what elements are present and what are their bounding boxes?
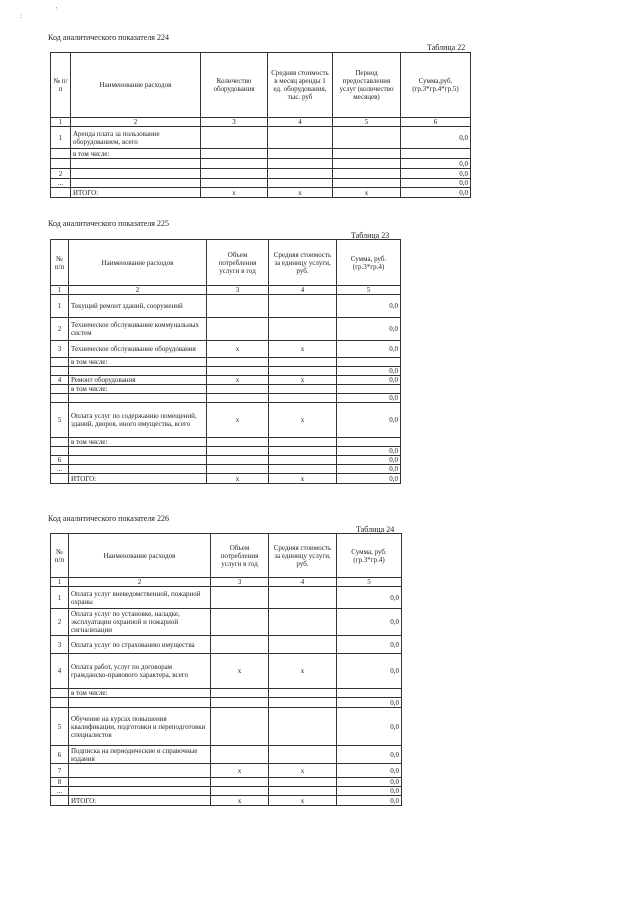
cell-c3 — [207, 447, 269, 456]
cell-c4 — [268, 179, 333, 188]
column-number: 1 — [51, 118, 71, 127]
table-row — [51, 609, 402, 636]
row-number: 6 — [51, 746, 69, 764]
cell-c4: x — [269, 341, 337, 358]
expense-name: Текущий ремонт зданий, сооружений — [69, 295, 207, 318]
cell-c3 — [207, 295, 269, 318]
row-number: 1 — [51, 587, 69, 609]
row-number: 1 — [51, 127, 71, 149]
cell-c4 — [269, 358, 337, 367]
cell-c3 — [211, 636, 269, 654]
sum-value: 0,0 — [401, 159, 471, 169]
column-number: 4 — [269, 578, 337, 587]
cell-c3 — [201, 179, 268, 188]
cell-c3 — [211, 698, 269, 708]
table-row — [51, 318, 401, 341]
table-row — [51, 127, 471, 149]
row-number: ... — [51, 179, 71, 188]
sum-value: 0,0 — [401, 127, 471, 149]
expense-name: Оплата услуг вневедомственной, пожарной охраны — [69, 587, 211, 609]
cell-c4 — [269, 689, 337, 698]
expense-name: Техническое обслуживание оборудования — [69, 341, 207, 358]
page-mark-top: ' — [56, 6, 58, 14]
table-24 — [50, 533, 402, 806]
expense-name: Подписка на периодические и справочные издания — [69, 746, 211, 764]
expense-name: в том числе: — [71, 149, 201, 159]
col-header-num: № п/п — [51, 534, 69, 578]
sum-value: 0,0 — [337, 318, 401, 341]
cell-c3: x — [207, 376, 269, 385]
column-number: 5 — [337, 578, 402, 587]
expense-name — [69, 764, 211, 778]
column-number-row — [51, 578, 402, 587]
table-row — [51, 796, 402, 806]
cell-c4 — [269, 394, 337, 403]
expense-name: ИТОГО: — [69, 796, 211, 806]
table-row — [51, 746, 402, 764]
row-number: 1 — [51, 295, 69, 318]
table-row — [51, 698, 402, 708]
cell-c3 — [207, 394, 269, 403]
column-number: 3 — [211, 578, 269, 587]
sum-value: 0,0 — [337, 367, 401, 376]
table-row — [51, 367, 401, 376]
sum-value: 0,0 — [337, 609, 402, 636]
row-number — [51, 367, 69, 376]
cell-c4 — [269, 609, 337, 636]
sum-value — [401, 149, 471, 159]
expense-name: Аренда плата за пользование оборудованием, всего — [71, 127, 201, 149]
row-number — [51, 188, 71, 198]
sum-value: 0,0 — [337, 778, 402, 787]
cell-c3: x — [211, 764, 269, 778]
row-number: 2 — [51, 609, 69, 636]
cell-c4 — [269, 318, 337, 341]
expense-name: в том числе: — [69, 358, 207, 367]
table-row — [51, 159, 471, 169]
sum-value: 0,0 — [337, 447, 401, 456]
cell-c4 — [269, 587, 337, 609]
cell-c4 — [269, 295, 337, 318]
table-row — [51, 689, 402, 698]
cell-c3: x — [201, 188, 268, 198]
sum-value: 0,0 — [337, 376, 401, 385]
column-number-row — [51, 118, 471, 127]
sum-value: 0,0 — [337, 708, 402, 746]
row-number: 2 — [51, 169, 71, 179]
cell-c4: x — [269, 796, 337, 806]
col-header-volume: Объем потребления услуги в год — [207, 240, 269, 286]
cell-c3 — [207, 367, 269, 376]
cell-c3 — [211, 708, 269, 746]
table-22-label: Таблица 22 — [427, 43, 466, 52]
row-number — [51, 796, 69, 806]
col-header-unit-cost: Средняя стоимость за единицу услуги, руб. — [269, 534, 337, 578]
expense-name — [69, 447, 207, 456]
row-number: ... — [51, 465, 69, 474]
cell-c4 — [269, 698, 337, 708]
table-row — [51, 358, 401, 367]
row-number — [51, 149, 71, 159]
table-row — [51, 403, 401, 438]
column-number: 4 — [269, 286, 337, 295]
cell-c3 — [207, 465, 269, 474]
table-row — [51, 376, 401, 385]
cell-c4 — [268, 159, 333, 169]
row-number: 6 — [51, 456, 69, 465]
table-row — [51, 179, 471, 188]
table-row — [51, 295, 401, 318]
sum-value — [337, 438, 401, 447]
col-header-volume: Объем потребления услуги в год — [211, 534, 269, 578]
column-number: 4 — [268, 118, 333, 127]
column-number: 1 — [51, 286, 69, 295]
cell-c4 — [268, 149, 333, 159]
cell-c4: x — [269, 403, 337, 438]
sum-value: 0,0 — [337, 295, 401, 318]
table-row — [51, 654, 402, 689]
row-number: 4 — [51, 654, 69, 689]
expense-name: в том числе: — [69, 385, 207, 394]
expense-name: в том числе: — [69, 438, 207, 447]
sum-value — [337, 358, 401, 367]
table-row — [51, 385, 401, 394]
row-number: 8 — [51, 778, 69, 787]
column-number: 2 — [69, 578, 211, 587]
sum-value — [337, 689, 402, 698]
cell-c4: x — [269, 764, 337, 778]
expense-name: Техническое обслуживание коммунальных систем — [69, 318, 207, 341]
sum-value — [337, 385, 401, 394]
expense-name — [69, 456, 207, 465]
col-header-qty: Количество оборудования — [201, 53, 268, 118]
expense-name: ИТОГО: — [71, 188, 201, 198]
cell-c3 — [211, 787, 269, 796]
column-number: 5 — [333, 118, 401, 127]
expense-name — [71, 159, 201, 169]
row-number — [51, 689, 69, 698]
cell-c5 — [333, 159, 401, 169]
cell-c4 — [269, 385, 337, 394]
expense-name: Ремонт оборудования — [69, 376, 207, 385]
table-23-label: Таблица 23 — [351, 231, 390, 240]
cell-c3 — [201, 127, 268, 149]
table-row — [51, 169, 471, 179]
cell-c5: x — [333, 188, 401, 198]
row-number — [51, 698, 69, 708]
column-number: 2 — [71, 118, 201, 127]
table-24-label: Таблица 24 — [356, 525, 395, 534]
expense-name: Обучение на курсах повышения квалификации, подготовки и переподготовки специалистов — [69, 708, 211, 746]
expense-name — [69, 394, 207, 403]
col-header-period: Период предоставления услуг (количество месяцев) — [333, 53, 401, 118]
cell-c3 — [207, 358, 269, 367]
table-row — [51, 447, 401, 456]
row-number: 2 — [51, 318, 69, 341]
cell-c3 — [201, 159, 268, 169]
row-number: 3 — [51, 636, 69, 654]
cell-c4 — [269, 367, 337, 376]
cell-c3 — [207, 318, 269, 341]
column-number: 3 — [207, 286, 269, 295]
cell-c3: x — [207, 403, 269, 438]
section-224-title: Код аналитического показателя 224 — [48, 33, 169, 42]
expense-name — [69, 367, 207, 376]
cell-c5 — [333, 169, 401, 179]
cell-c4 — [269, 465, 337, 474]
table-row — [51, 341, 401, 358]
table-row — [51, 587, 402, 609]
expense-name — [71, 179, 201, 188]
section-225-title: Код аналитического показателя 225 — [48, 219, 169, 228]
table-row — [51, 438, 401, 447]
expense-name — [69, 465, 207, 474]
sum-value: 0,0 — [337, 764, 402, 778]
cell-c3: x — [211, 796, 269, 806]
cell-c4 — [269, 746, 337, 764]
column-number: 5 — [337, 286, 401, 295]
col-header-name: Наименование расходов — [71, 53, 201, 118]
cell-c4 — [268, 169, 333, 179]
row-number: ... — [51, 787, 69, 796]
table-row — [51, 636, 402, 654]
col-header-sum: Сумма, руб. (гр.3*гр.4) — [337, 240, 401, 286]
section-226-title: Код аналитического показателя 226 — [48, 514, 169, 523]
cell-c3 — [211, 746, 269, 764]
row-number — [51, 358, 69, 367]
col-header-name: Наименование расходов — [69, 240, 207, 286]
sum-value: 0,0 — [337, 636, 402, 654]
sum-value: 0,0 — [337, 698, 402, 708]
cell-c4 — [269, 447, 337, 456]
column-number: 2 — [69, 286, 207, 295]
cell-c4: x — [269, 474, 337, 484]
sum-value: 0,0 — [337, 394, 401, 403]
row-number — [51, 447, 69, 456]
row-number — [51, 438, 69, 447]
column-number: 3 — [201, 118, 268, 127]
page-mark-left: : — [20, 12, 22, 20]
cell-c3: x — [207, 474, 269, 484]
sum-value: 0,0 — [337, 796, 402, 806]
cell-c3 — [211, 689, 269, 698]
row-number — [51, 474, 69, 484]
row-number: 4 — [51, 376, 69, 385]
sum-value: 0,0 — [401, 188, 471, 198]
table-22 — [50, 52, 471, 198]
row-number: 5 — [51, 403, 69, 438]
col-header-sum: Сумма,руб. (гр.3*гр.4*гр.5) — [401, 53, 471, 118]
table-row — [51, 394, 401, 403]
column-number-row — [51, 286, 401, 295]
cell-c4 — [269, 636, 337, 654]
sum-value: 0,0 — [337, 787, 402, 796]
table-row — [51, 474, 401, 484]
row-number: 3 — [51, 341, 69, 358]
cell-c5 — [333, 179, 401, 188]
cell-c3: x — [211, 654, 269, 689]
table-row — [51, 787, 402, 796]
col-header-num: № п/п — [51, 53, 71, 118]
row-number: 5 — [51, 708, 69, 746]
column-number: 1 — [51, 578, 69, 587]
cell-c4 — [268, 127, 333, 149]
cell-c3 — [201, 169, 268, 179]
table-row — [51, 456, 401, 465]
row-number — [51, 385, 69, 394]
cell-c4 — [269, 787, 337, 796]
cell-c4 — [269, 456, 337, 465]
cell-c3 — [211, 609, 269, 636]
cell-c3 — [201, 149, 268, 159]
expense-name — [69, 698, 211, 708]
sum-value: 0,0 — [337, 587, 402, 609]
expense-name — [69, 787, 211, 796]
col-header-unit-cost: Средняя стоимость за единицу услуги, руб. — [269, 240, 337, 286]
sum-value: 0,0 — [401, 169, 471, 179]
sum-value: 0,0 — [337, 746, 402, 764]
sum-value: 0,0 — [337, 474, 401, 484]
table-row — [51, 465, 401, 474]
cell-c3 — [207, 438, 269, 447]
cell-c3 — [207, 385, 269, 394]
cell-c3 — [211, 778, 269, 787]
table-row — [51, 764, 402, 778]
sum-value: 0,0 — [337, 456, 401, 465]
cell-c3 — [211, 587, 269, 609]
expense-name: Оплата работ, услуг по договорам гражданско-правового характера, всего — [69, 654, 211, 689]
expense-name — [71, 169, 201, 179]
cell-c5 — [333, 149, 401, 159]
expense-name — [69, 778, 211, 787]
expense-name: в том числе: — [69, 689, 211, 698]
sum-value: 0,0 — [337, 341, 401, 358]
cell-c4: x — [269, 654, 337, 689]
sum-value: 0,0 — [337, 403, 401, 438]
col-header-avg-cost: Средняя стоимость в месяц аренды 1 ед. оборудования, тыс. руб — [268, 53, 333, 118]
cell-c4: x — [269, 376, 337, 385]
sum-value: 0,0 — [337, 465, 401, 474]
cell-c4: x — [268, 188, 333, 198]
cell-c5 — [333, 127, 401, 149]
col-header-num: № п/п — [51, 240, 69, 286]
table-row — [51, 778, 402, 787]
table-row — [51, 708, 402, 746]
expense-name: Оплата услуг по содержанию помещений, зданий, дворов, иного имущества, всего — [69, 403, 207, 438]
table-row — [51, 188, 471, 198]
row-number — [51, 394, 69, 403]
cell-c4 — [269, 438, 337, 447]
table-23 — [50, 239, 401, 484]
cell-c3: x — [207, 341, 269, 358]
col-header-sum: Сумма, руб. (гр.3*гр.4) — [337, 534, 402, 578]
table-row — [51, 149, 471, 159]
expense-name: Оплата услуг по страхованию имущества — [69, 636, 211, 654]
cell-c4 — [269, 708, 337, 746]
sum-value: 0,0 — [337, 654, 402, 689]
sum-value: 0,0 — [401, 179, 471, 188]
expense-name: Оплата услуг по установке, наладке, эксплуатации охранной и пожарной сигнализации — [69, 609, 211, 636]
expense-name: ИТОГО: — [69, 474, 207, 484]
col-header-name: Наименование расходов — [69, 534, 211, 578]
column-number: 6 — [401, 118, 471, 127]
cell-c4 — [269, 778, 337, 787]
cell-c3 — [207, 456, 269, 465]
row-number — [51, 159, 71, 169]
row-number: 7 — [51, 764, 69, 778]
